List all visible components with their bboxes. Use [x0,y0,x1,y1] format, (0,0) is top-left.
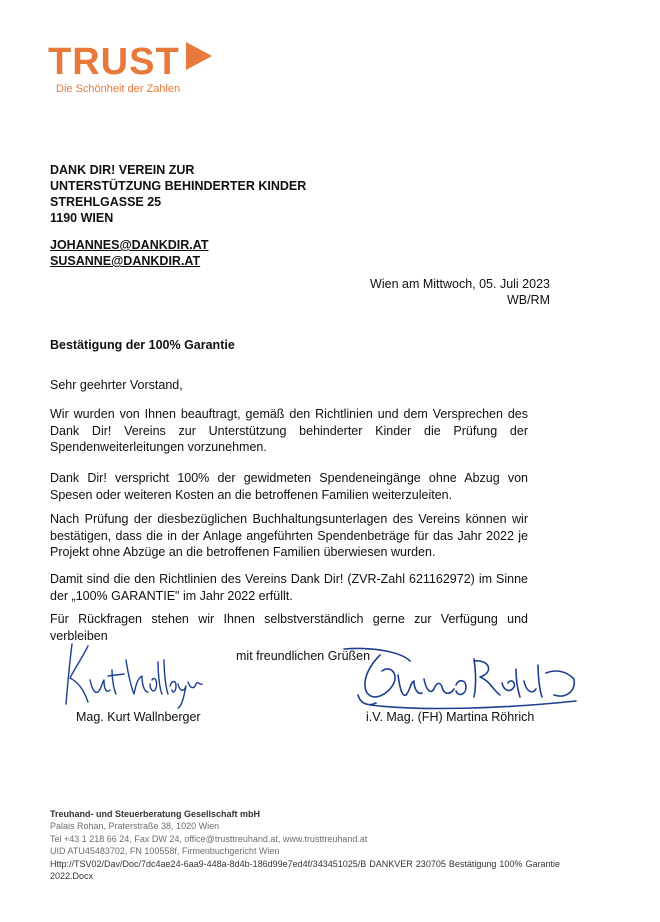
salutation: Sehr geehrter Vorstand, [50,378,183,392]
logo-wordmark: TRUST [48,41,180,83]
body-paragraph [50,406,528,456]
recipient-emails [50,237,209,269]
date-block [370,276,550,308]
footer-contact: Tel +43 1 218 66 24, Fax DW 24, office@trusttreuhand.at, www.trusttreuhand.at [50,833,368,844]
letter-subject: Bestätigung der 100% Garantie [50,338,235,352]
play-arrow-icon [186,42,212,70]
paragraph-text: Nach Prüfung der diesbezüglichen Buchhaltungsunterlagen des Vereins können wir bestätigen, dass die in der Anlage angeführten Spendenbeträge für das Jahr 2022 je Projekt ohne Abzüge an die betroffenen Familien überwiesen wurden. [50,512,528,559]
paragraph-text: Damit sind die den Richtlinien des Vereins Dank Dir! (ZVR-Zahl 621162972) im Sinne der „100% GARANTIE" im Jahr 2022 erfüllt. [50,572,528,603]
recipient-address [50,162,306,226]
footer-address: Palais Rohan, Praterstraße 38, 1020 Wien [50,821,220,832]
body-paragraph [50,470,528,503]
address-line: DANK DIR! VEREIN ZUR [50,163,195,177]
footer-firm-name: Treuhand- und Steuerberatung Gesellschaft mbH [50,809,261,819]
signature-right-image [340,645,580,715]
address-line: 1190 WIEN [50,211,114,225]
signatory-left-name: Mag. Kurt Wallnberger [76,710,201,724]
address-line: STREHLGASSE 25 [50,195,162,209]
logo-tagline: Die Schönheit der Zahlen [56,83,181,95]
paragraph-text: Wir wurden von Ihnen beauftragt, gemäß den Richtlinien und dem Versprechen des Dank Dir! Vereins zur Unterstützung behinderter Kinder die Prüfung der Spendenweiterleitungen vorzunehmen. [50,407,528,454]
closing-phrase: mit freundlichen Grüßen [236,649,371,663]
signature-left-image [58,640,208,710]
signatory-right-name: i.V. Mag. (FH) Martina Röhrich [366,710,535,724]
email-link[interactable]: SUSANNE@DANKDIR.AT [50,254,201,268]
letter-footer [50,808,560,882]
date-line: Wien am Mittwoch, 05. Juli 2023 [370,277,550,291]
footer-document-path: Http://TSV02/Dav/Doc/7dc4ae24-6aa9-448a-8d4b-186d99e7ed4f/343451025/B DANKVER 230705 Bestätigung 100% Garantie 2022.Docx [50,858,560,882]
paragraph-text: Für Rückfragen stehen wir Ihnen selbstverständlich gerne zur Verfügung und verbleiben [50,612,528,643]
company-logo [48,41,212,95]
reference-code: WB/RM [506,293,550,307]
email-link[interactable]: JOHANNES@DANKDIR.AT [50,238,209,252]
paragraph-text: Dank Dir! verspricht 100% der gewidmeten Spendeneingänge ohne Abzug von Spesen oder weiteren Kosten an die betroffenen Familien weiterzuleiten. [50,471,528,502]
body-paragraph [50,511,528,561]
body-paragraph [50,571,528,604]
footer-registry: UID ATU45483702, FN 100558f, Firmenbuchgericht Wien [50,846,280,857]
address-line: UNTERSTÜTZUNG BEHINDERTER KINDER [50,179,307,193]
